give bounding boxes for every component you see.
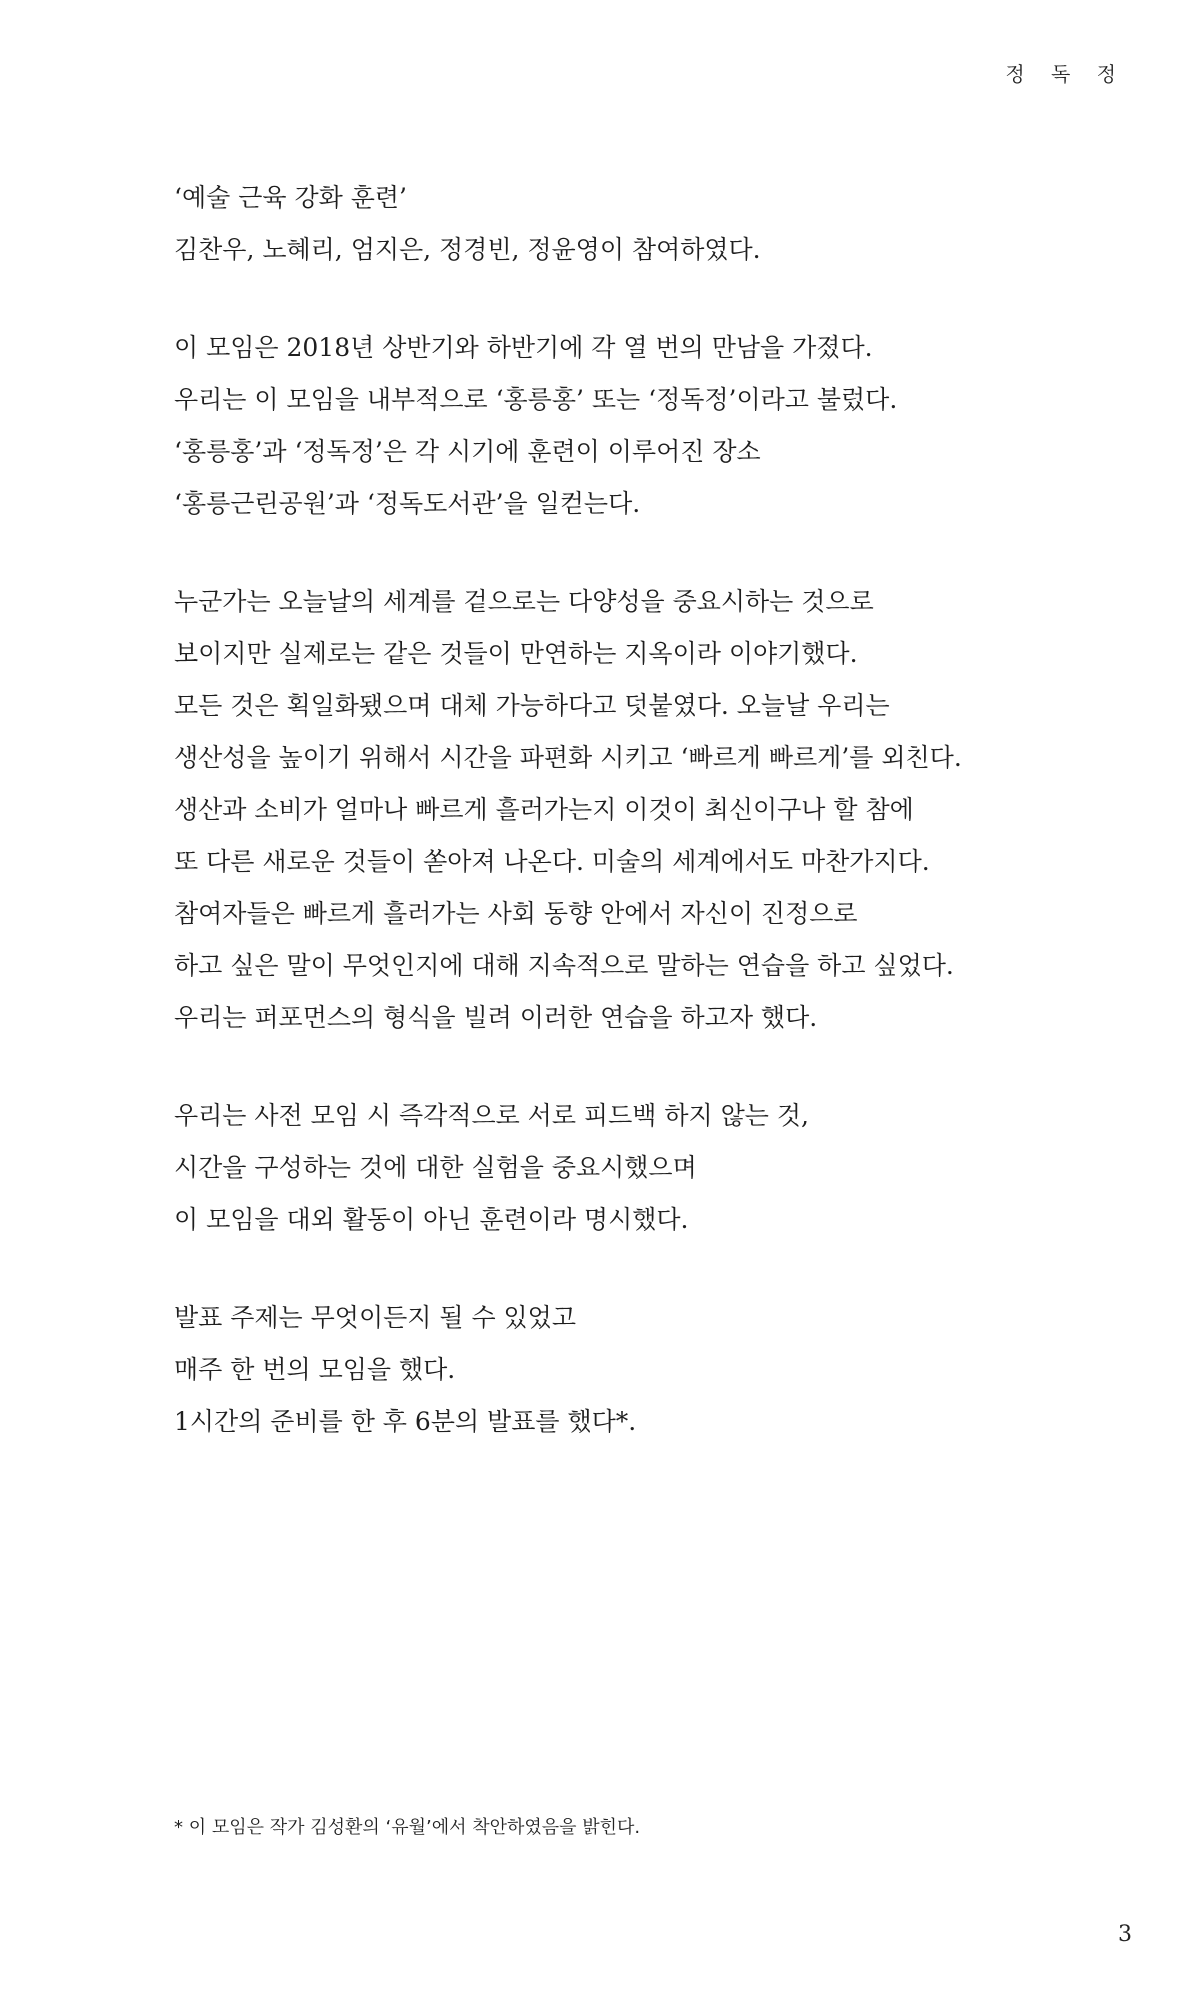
paragraph-meetings: [174, 322, 1074, 530]
text-line: 시간을 구성하는 것에 대한 실험을 중요시했으며: [174, 1153, 697, 1182]
text-line: 1시간의 준비를 한 후 6분의 발표를 했다*.: [174, 1407, 637, 1436]
text-line: 또 다른 새로운 것들이 쏟아져 나온다. 미술의 세계에서도 마찬가지다.: [174, 847, 930, 876]
text-line: 하고 싶은 말이 무엇인지에 대해 지속적으로 말하는 연습을 하고 싶었다.: [174, 951, 954, 980]
text-line: 모든 것은 획일화됐으며 대체 가능하다고 덧붙였다. 오늘날 우리는: [174, 691, 890, 720]
paragraph-rules: [174, 1090, 1074, 1246]
paragraph-title: [174, 172, 1074, 276]
text-line: 생산과 소비가 얼마나 빠르게 흘러가는지 이것이 최신이구나 할 참에: [174, 795, 914, 824]
text-line: 매주 한 번의 모임을 했다.: [174, 1355, 456, 1384]
text-line: 우리는 사전 모임 시 즉각적으로 서로 피드백 하지 않는 것,: [174, 1101, 809, 1130]
text-line: 생산성을 높이기 위해서 시간을 파편화 시키고 ‘빠르게 빠르게’를 외친다.: [174, 743, 962, 772]
page-number: 3: [1118, 1922, 1132, 1947]
paragraph-format: [174, 1292, 1074, 1448]
text-line: ‘홍릉홍’과 ‘정독정’은 각 시기에 훈련이 이루어진 장소: [174, 437, 761, 466]
text-line: 누군가는 오늘날의 세계를 겉으로는 다양성을 중요시하는 것으로: [174, 587, 874, 616]
text-line: 보이지만 실제로는 같은 것들이 만연하는 지옥이라 이야기했다.: [174, 639, 858, 668]
text-line: 이 모임은 2018년 상반기와 하반기에 각 열 번의 만남을 가졌다.: [174, 333, 873, 362]
text-line: ‘예술 근육 강화 훈련’: [174, 183, 407, 212]
text-line: 발표 주제는 무엇이든지 될 수 있었고: [174, 1303, 576, 1332]
running-header-title: 정 독 정: [1005, 62, 1126, 86]
text-line: ‘홍릉근린공원’과 ‘정독도서관’을 일컫는다.: [174, 489, 641, 518]
text-line: 참여자들은 빠르게 흘러가는 사회 동향 안에서 자신이 진정으로: [174, 899, 858, 928]
paragraph-background: [174, 576, 1074, 1044]
footnote: * 이 모임은 작가 김성환의 ‘유월’에서 착안하였음을 밝힌다.: [174, 1817, 641, 1838]
body-text: [174, 172, 1074, 1494]
text-line: 김찬우, 노혜리, 엄지은, 정경빈, 정윤영이 참여하였다.: [174, 235, 761, 264]
text-line: 우리는 퍼포먼스의 형식을 빌려 이러한 연습을 하고자 했다.: [174, 1003, 818, 1032]
text-line: 우리는 이 모임을 내부적으로 ‘홍릉홍’ 또는 ‘정독정’이라고 불렀다.: [174, 385, 898, 414]
text-line: 이 모임을 대외 활동이 아닌 훈련이라 명시했다.: [174, 1205, 689, 1234]
